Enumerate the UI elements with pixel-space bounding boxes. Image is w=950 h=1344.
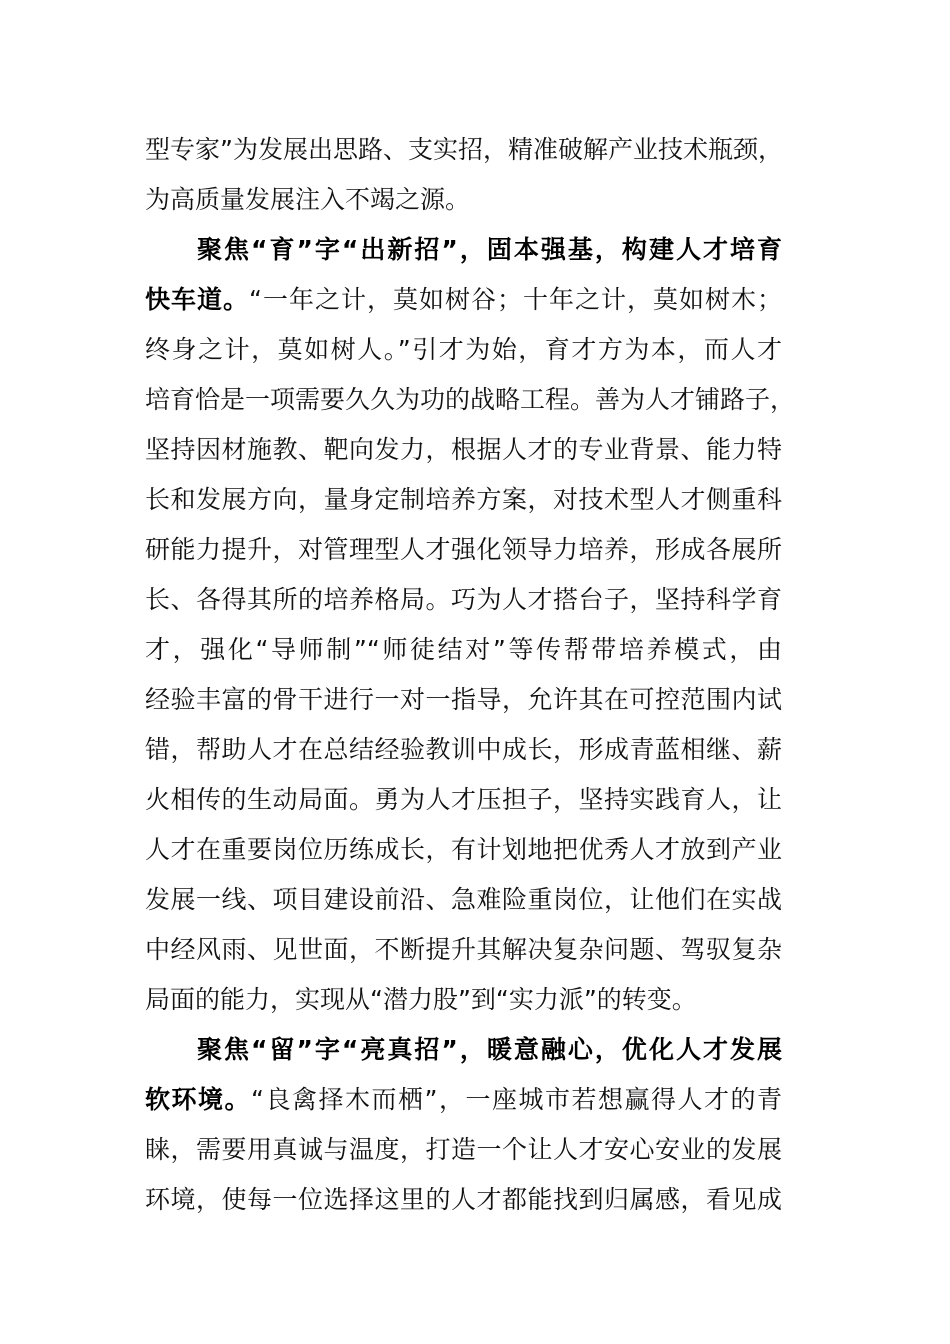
text-line xyxy=(145,775,782,825)
text-line xyxy=(145,575,782,625)
body-text: 环境，使每一位选择这里的人才都能找到归属感，看见成 xyxy=(145,1185,782,1214)
body-text: 培育恰是一项需要久久为功的战略工程。善为人才铺路子， xyxy=(145,385,796,414)
text-line xyxy=(145,325,782,375)
body-text: 长和发展方向，量身定制培养方案，对技术型人才侧重科 xyxy=(145,485,782,514)
bold-heading-text: 软环境。 xyxy=(145,1085,252,1114)
text-line xyxy=(145,525,782,575)
text-line xyxy=(145,175,782,225)
text-line xyxy=(145,975,782,1025)
text-line xyxy=(145,1075,782,1125)
body-text: 火相传的生动局面。勇为人才压担子，坚持实践育人，让 xyxy=(145,785,782,814)
body-text: 坚持因材施教、靶向发力，根据人才的专业背景、能力特 xyxy=(145,435,782,464)
body-text: “一年之计，莫如树谷；十年之计，莫如树木； xyxy=(249,285,782,314)
text-line xyxy=(145,375,796,425)
text-line xyxy=(145,825,782,875)
text-line xyxy=(145,675,782,725)
text-line xyxy=(145,1025,782,1075)
body-text: 研能力提升，对管理型人才强化领导力培养，形成各展所 xyxy=(145,535,782,564)
text-line xyxy=(145,625,782,675)
text-line xyxy=(145,725,782,775)
body-text: 才，强化“导师制”“师徒结对”等传帮带培养模式，由 xyxy=(145,635,782,664)
text-line xyxy=(145,425,782,475)
body-text: 长、各得其所的培养格局。巧为人才搭台子，坚持科学育 xyxy=(145,585,782,614)
body-text: 为高质量发展注入不竭之源。 xyxy=(145,185,471,214)
bold-heading-text: 聚焦“留”字“亮真招”，暖意融心，优化人才发展 xyxy=(197,1035,782,1064)
text-line xyxy=(145,275,782,325)
body-text: 睐，需要用真诚与温度，打造一个让人才安心安业的发展 xyxy=(145,1135,782,1164)
text-line xyxy=(145,1175,782,1225)
body-text: 经验丰富的骨干进行一对一指导，允许其在可控范围内试 xyxy=(145,685,782,714)
bold-heading-text: 快车道。 xyxy=(145,285,250,314)
text-line xyxy=(145,125,782,175)
text-line xyxy=(145,1125,782,1175)
body-text: 终身之计，莫如树人。”引才为始，育才方为本，而人才 xyxy=(145,335,782,364)
body-text: 型专家”为发展出思路、支实招，精准破解产业技术瓶颈， xyxy=(145,135,783,164)
body-text: 中经风雨、见世面，不断提升其解决复杂问题、驾驭复杂 xyxy=(145,935,782,964)
document-page xyxy=(145,125,796,1225)
body-text: “良禽择木而栖”，一座城市若想赢得人才的青 xyxy=(251,1085,782,1114)
body-text: 发展一线、项目建设前沿、急难险重岗位，让他们在实战 xyxy=(145,885,782,914)
text-line xyxy=(145,475,782,525)
body-text: 错，帮助人才在总结经验教训中成长，形成青蓝相继、薪 xyxy=(145,735,782,764)
body-text: 人才在重要岗位历练成长，有计划地把优秀人才放到产业 xyxy=(145,835,782,864)
text-line xyxy=(145,875,782,925)
text-line xyxy=(145,925,782,975)
bold-heading-text: 聚焦“育”字“出新招”，固本强基，构建人才培育 xyxy=(197,235,782,264)
body-text: 局面的能力，实现从“潜力股”到“实力派”的转变。 xyxy=(145,985,697,1014)
text-line xyxy=(145,225,782,275)
